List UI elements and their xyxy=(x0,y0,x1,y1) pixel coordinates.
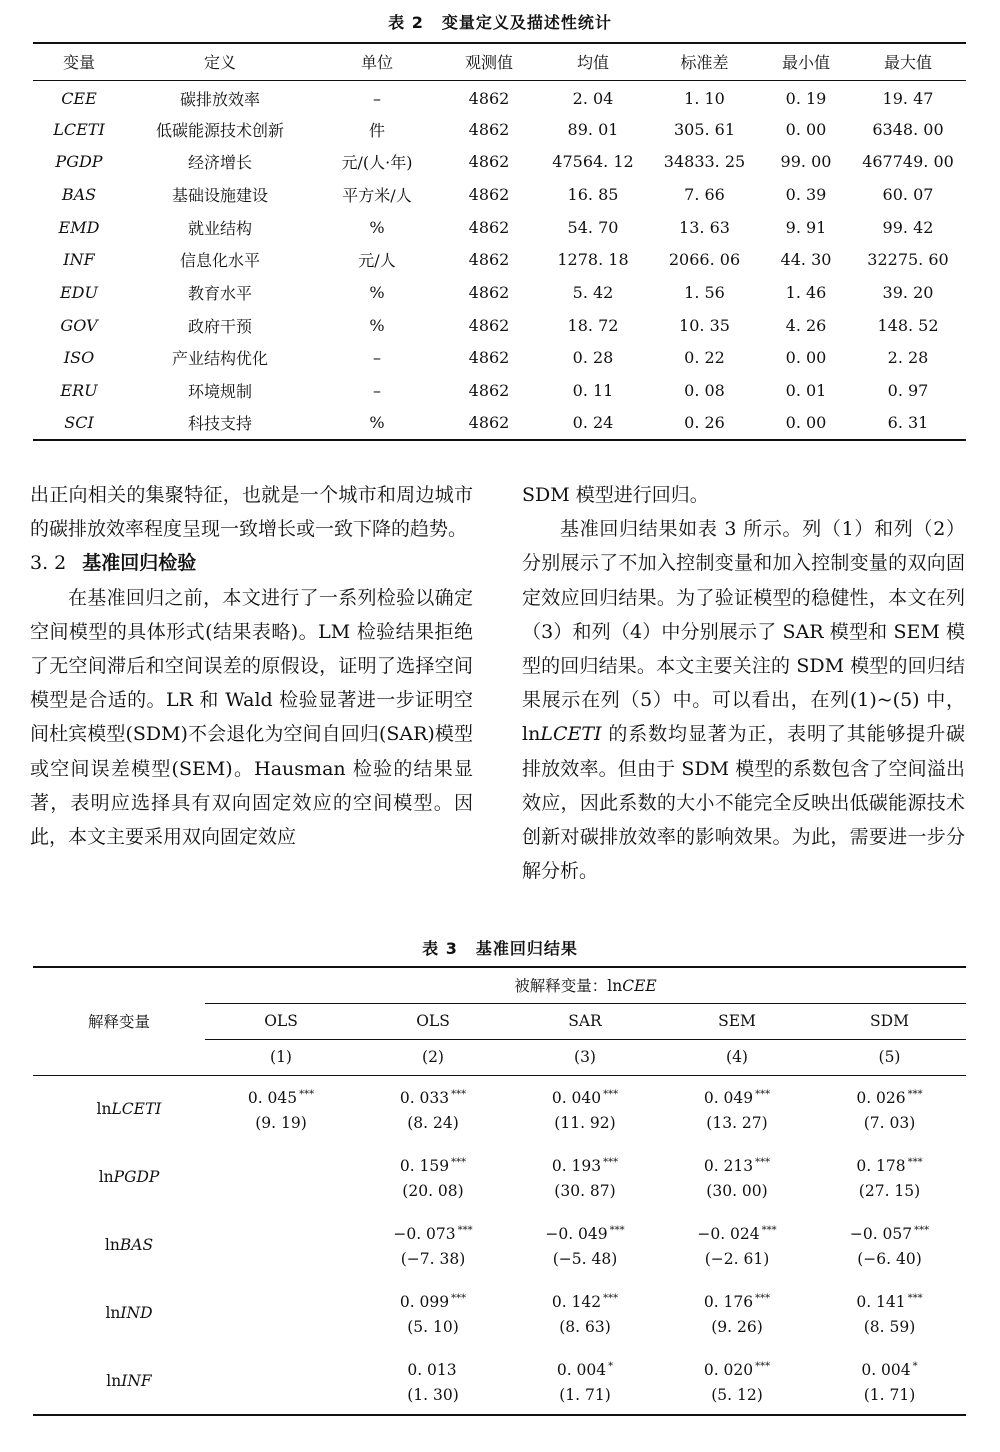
coefficient xyxy=(205,1299,357,1328)
table-cell: – xyxy=(373,88,381,108)
coefficient-value: 0. 004 xyxy=(556,1360,607,1379)
table-cell: 60. 07 xyxy=(882,184,934,204)
table2-label: 表 2 xyxy=(388,13,424,32)
table-cell: 148. 52 xyxy=(877,315,939,335)
coefficient-cell xyxy=(357,1347,509,1415)
significance-stars: * xyxy=(608,1360,614,1372)
log-prefix: ln xyxy=(96,1100,112,1119)
coefficient xyxy=(509,1354,661,1383)
significance-stars: * xyxy=(912,1360,918,1372)
t-statistic: (27. 15) xyxy=(858,1182,921,1200)
variable-name: BAS xyxy=(119,1236,154,1254)
coefficient-cell xyxy=(661,1279,813,1347)
coefficient-value: 0. 099 xyxy=(399,1293,450,1311)
table-row xyxy=(33,309,966,342)
table-cell: 1278. 18 xyxy=(557,250,629,270)
t-statistic: (8. 59) xyxy=(863,1318,916,1336)
table3-model-cell: SEM xyxy=(661,1003,813,1039)
variable-name: LCETI xyxy=(111,1100,162,1119)
table-row xyxy=(33,145,966,178)
coefficient-value: 0. 159 xyxy=(399,1157,450,1175)
table-cell: 5. 42 xyxy=(572,282,614,302)
coefficient-value: 0. 213 xyxy=(703,1157,754,1175)
table-row xyxy=(33,374,966,407)
table-cell: 4862 xyxy=(468,152,510,172)
variable-cell xyxy=(33,1211,205,1279)
table3-colnum-cell: (4) xyxy=(661,1039,813,1075)
variable-cell xyxy=(33,1143,205,1211)
paragraph: 在基准回归之前，本文进行了一系列检验以确定空间模型的具体形式(结果表略)。LM 检验结果拒绝了无空间滞后和空间误差的原假设，证明了选择空间模型是合适的。LR 和 Wald 检验显著进一步证明空间杜宾模型(SDM)不会退化为空间自回归(SAR)模型或空间误差模型(SEM)。Hausman 检验的结果显著，表明应选择具有双向固定效应的空间模型。因此，本文主要采用双向固定效应 xyxy=(30,586,473,849)
table-cell: 0. 11 xyxy=(572,381,614,401)
log-prefix: ln xyxy=(106,1371,122,1390)
variable-cell xyxy=(33,1347,205,1415)
table-cell: 1. 56 xyxy=(684,282,725,302)
coefficient xyxy=(205,1163,357,1192)
coefficient xyxy=(509,1150,661,1179)
coefficient-cell xyxy=(357,1143,509,1211)
table3-body xyxy=(33,1075,966,1415)
coefficient-cell xyxy=(509,1075,661,1143)
table2-header-cell: 最小值 xyxy=(762,43,850,80)
table2-header-row xyxy=(33,43,966,80)
table-row xyxy=(33,211,966,244)
table2-header-cell: 变量 xyxy=(33,43,125,80)
variable-cell: ISO xyxy=(63,348,95,368)
significance-stars: *** xyxy=(907,1157,923,1168)
table2-title: 变量定义及描述性统计 xyxy=(441,13,612,32)
coefficient-value: 0. 040 xyxy=(551,1089,602,1108)
variable-cell: EMD xyxy=(58,217,100,237)
coefficient-cell xyxy=(205,1075,357,1143)
variable-name: PGDP xyxy=(113,1168,160,1186)
table2-header-cell: 定义 xyxy=(125,43,315,80)
coefficient xyxy=(661,1082,813,1111)
coefficient xyxy=(205,1231,357,1260)
table-cell: 政府干预 xyxy=(187,316,252,336)
table2 xyxy=(33,42,966,441)
table-cell: 0. 97 xyxy=(887,381,929,401)
table-cell: 18. 72 xyxy=(567,315,619,335)
table-row xyxy=(33,1143,966,1211)
table-cell: 4862 xyxy=(468,217,510,237)
table-cell: 经济增长 xyxy=(187,153,252,173)
coefficient-cell xyxy=(357,1075,509,1143)
table-cell: 16. 85 xyxy=(567,184,619,204)
table-cell: 基础设施建设 xyxy=(171,185,268,205)
table-cell: 9. 91 xyxy=(785,217,827,237)
coefficient-cell xyxy=(661,1143,813,1211)
coefficient-value: 0. 013 xyxy=(407,1360,457,1379)
t-statistic: (1. 30) xyxy=(407,1385,459,1404)
paragraph: SDM 模型进行回归。 xyxy=(522,484,709,506)
significance-stars: *** xyxy=(907,1293,923,1304)
table2-caption xyxy=(0,10,1000,33)
table-cell: 7. 66 xyxy=(684,184,725,204)
t-statistic: (5. 12) xyxy=(711,1385,763,1404)
significance-stars: *** xyxy=(914,1225,930,1236)
table-cell: 54. 70 xyxy=(567,217,619,237)
coefficient-value: 0. 004 xyxy=(861,1360,911,1379)
table-cell: 低碳能源技术创新 xyxy=(155,120,284,140)
table3-colnum-cell: (5) xyxy=(813,1039,966,1075)
significance-stars: *** xyxy=(299,1089,315,1101)
coefficient-cell xyxy=(813,1211,966,1279)
coefficient-cell xyxy=(357,1279,509,1347)
coefficient-cell xyxy=(509,1211,661,1279)
coefficient xyxy=(357,1082,509,1111)
table-cell: 19. 47 xyxy=(882,88,934,108)
table-cell: 13. 63 xyxy=(679,217,730,237)
table-cell: 4. 26 xyxy=(785,315,827,335)
variable-cell: LCETI xyxy=(53,119,105,139)
variable-cell: GOV xyxy=(60,315,98,335)
coefficient-value: 0. 193 xyxy=(551,1157,602,1175)
table-row xyxy=(33,276,966,309)
t-statistic: (30. 00) xyxy=(706,1182,768,1200)
coefficient xyxy=(357,1354,509,1383)
table-cell: 4862 xyxy=(468,119,510,139)
table-cell: 4862 xyxy=(468,381,510,401)
table2-header-cell: 观测值 xyxy=(439,43,539,80)
table-cell: 2. 28 xyxy=(887,348,929,368)
log-prefix: ln xyxy=(98,1168,114,1186)
coefficient-cell xyxy=(661,1211,813,1279)
table-cell: 环境规制 xyxy=(187,382,252,402)
coefficient-cell xyxy=(661,1347,813,1415)
variable-name: INF xyxy=(121,1371,152,1390)
table-cell: 4862 xyxy=(468,315,510,335)
coefficient-value: −0. 073 xyxy=(393,1225,456,1243)
table-cell: 4862 xyxy=(468,88,510,108)
table2-header-cell: 均值 xyxy=(539,43,647,80)
coefficient-value: 0. 033 xyxy=(399,1089,450,1108)
coefficient xyxy=(661,1218,813,1247)
variable-cell xyxy=(33,1279,205,1347)
significance-stars: *** xyxy=(755,1293,771,1304)
table-cell: 就业结构 xyxy=(187,218,252,238)
table3 xyxy=(33,966,966,1416)
table-cell: 44. 30 xyxy=(780,250,832,270)
coefficient xyxy=(205,1366,357,1395)
t-statistic: (8. 24) xyxy=(407,1114,459,1133)
significance-stars: *** xyxy=(457,1225,473,1236)
coefficient-value: 0. 020 xyxy=(703,1360,754,1379)
table-row xyxy=(33,1211,966,1279)
text-column-right xyxy=(522,478,965,888)
table-cell: 1. 46 xyxy=(785,282,827,302)
coefficient-value: −0. 049 xyxy=(545,1225,608,1243)
table-cell: 99. 42 xyxy=(882,217,934,237)
t-statistic: (9. 19) xyxy=(255,1114,307,1133)
table3-header-row xyxy=(33,967,966,1003)
table-cell: – xyxy=(373,348,381,368)
paragraph-text: 的系数均显著为正，表明了其能够提升碳排放效率。但由于 SDM 模型的系数包含了空间溢出效应，因此系数的大小不能完全反映出低碳能源技术创新对碳排放效率的影响效果。为此，需要进一步分解分析。 xyxy=(522,723,965,883)
log-prefix: ln xyxy=(104,1236,120,1254)
table-row xyxy=(33,178,966,211)
table-cell: 4862 xyxy=(439,407,539,440)
significance-stars: *** xyxy=(755,1360,771,1372)
coefficient-cell xyxy=(357,1211,509,1279)
table2-header-cell: 最大值 xyxy=(850,43,966,80)
table-cell: 467749. 00 xyxy=(862,152,954,172)
variable-cell xyxy=(33,1075,205,1143)
table-cell: 0. 28 xyxy=(572,348,614,368)
table-cell: % xyxy=(369,282,385,302)
table-row xyxy=(33,243,966,276)
table-row xyxy=(33,113,966,146)
table-cell: 科技支持 xyxy=(125,407,315,440)
table-cell: 4862 xyxy=(468,348,510,368)
variable-name: LCETI xyxy=(540,723,602,746)
variable-cell: PGDP xyxy=(55,152,103,172)
t-statistic: (30. 87) xyxy=(554,1182,616,1200)
coefficient-cell xyxy=(813,1075,966,1143)
coefficient-cell xyxy=(205,1211,357,1279)
coefficient-cell xyxy=(509,1279,661,1347)
table-row xyxy=(33,407,966,440)
table-cell: – xyxy=(373,381,381,401)
table2-body xyxy=(33,80,966,440)
variable-cell: ERU xyxy=(60,381,98,401)
significance-stars: *** xyxy=(603,1157,619,1168)
table-cell: 6. 31 xyxy=(850,407,966,440)
significance-stars: *** xyxy=(907,1089,923,1101)
t-statistic: (1. 71) xyxy=(559,1385,611,1404)
coefficient xyxy=(813,1354,966,1383)
table-cell: 34833. 25 xyxy=(663,152,746,172)
table-cell: 0. 26 xyxy=(647,407,762,440)
coefficient-cell xyxy=(509,1143,661,1211)
dep-prefix: 被解释变量：ln xyxy=(514,977,623,996)
coefficient-value: 0. 049 xyxy=(703,1089,754,1108)
coefficient-value: −0. 024 xyxy=(697,1225,760,1243)
table-cell: 件 xyxy=(368,120,385,140)
table-cell: 0. 08 xyxy=(684,381,725,401)
section-heading xyxy=(30,546,473,580)
table-cell: 平方米/人 xyxy=(342,185,412,205)
table-cell: 信息化水平 xyxy=(179,251,260,271)
coefficient-value: 0. 178 xyxy=(856,1157,906,1175)
coefficient-cell xyxy=(813,1143,966,1211)
coefficient-cell xyxy=(205,1279,357,1347)
variable-cell: SCI xyxy=(33,407,125,440)
significance-stars: *** xyxy=(451,1157,467,1168)
coefficient-cell xyxy=(813,1347,966,1415)
t-statistic: (9. 26) xyxy=(711,1318,763,1336)
t-statistic: (8. 63) xyxy=(559,1318,611,1336)
t-statistic: (5. 10) xyxy=(407,1318,459,1336)
table-cell: 碳排放效率 xyxy=(179,89,260,109)
table3-dependent-variable xyxy=(205,967,966,1003)
table-cell: 10. 35 xyxy=(679,315,730,335)
table-cell: 4862 xyxy=(468,250,510,270)
coefficient-value: 0. 026 xyxy=(856,1089,906,1108)
table-cell: 32275. 60 xyxy=(867,250,949,270)
table-cell: 产业结构优化 xyxy=(171,349,268,369)
t-statistic: (−6. 40) xyxy=(857,1250,922,1268)
coefficient xyxy=(509,1218,661,1247)
variable-cell: CEE xyxy=(61,88,97,108)
t-statistic: (1. 71) xyxy=(863,1385,916,1404)
significance-stars: *** xyxy=(603,1089,619,1101)
table3-colnum-cell: (2) xyxy=(357,1039,509,1075)
significance-stars: *** xyxy=(755,1157,771,1168)
coefficient xyxy=(205,1082,357,1111)
table-cell: 6348. 00 xyxy=(872,119,944,139)
text-column-left xyxy=(30,478,473,854)
table-cell: 元/(人·年) xyxy=(341,153,413,173)
table-cell: 0. 01 xyxy=(785,381,827,401)
t-statistic: (11. 92) xyxy=(554,1114,616,1133)
table-cell: 0. 19 xyxy=(785,88,827,108)
coefficient xyxy=(357,1286,509,1315)
table-cell: % xyxy=(369,315,385,335)
t-statistic: (−5. 48) xyxy=(552,1250,618,1268)
coefficient xyxy=(661,1354,813,1383)
table3-model-cell: OLS xyxy=(357,1003,509,1039)
table-row xyxy=(33,1279,966,1347)
coefficient xyxy=(813,1150,966,1179)
variable-cell: EDU xyxy=(60,282,98,302)
table3-model-cell: SAR xyxy=(509,1003,661,1039)
table2-header-cell: 单位 xyxy=(315,43,439,80)
coefficient xyxy=(813,1286,966,1315)
table-cell: 2066. 06 xyxy=(668,250,741,270)
table-cell: 0. 22 xyxy=(684,348,725,368)
table3-caption xyxy=(0,936,1000,959)
table-cell: 0. 39 xyxy=(785,184,827,204)
significance-stars: *** xyxy=(603,1293,619,1304)
significance-stars: *** xyxy=(609,1225,625,1236)
table3-colnum-cell: (1) xyxy=(205,1039,357,1075)
t-statistic: (−7. 38) xyxy=(400,1250,466,1268)
log-prefix: ln xyxy=(105,1304,121,1322)
paragraph xyxy=(522,512,965,888)
t-statistic: (−2. 61) xyxy=(704,1250,770,1268)
coefficient xyxy=(661,1150,813,1179)
variable-name: IND xyxy=(120,1304,153,1322)
table-cell: 305. 61 xyxy=(673,119,736,139)
table3-title: 基准回归结果 xyxy=(475,939,578,958)
significance-stars: *** xyxy=(755,1089,771,1101)
table-cell: 0. 00 xyxy=(762,407,850,440)
coefficient-value: 0. 045 xyxy=(247,1089,298,1108)
significance-stars: *** xyxy=(451,1089,467,1101)
table-cell: 47564. 12 xyxy=(552,152,634,172)
table-cell: 元/人 xyxy=(358,251,396,271)
dep-var: CEE xyxy=(622,977,657,996)
table-cell: 4862 xyxy=(468,282,510,302)
t-statistic: (7. 03) xyxy=(863,1114,916,1133)
table2-header-cell: 标准差 xyxy=(647,43,762,80)
variable-cell: INF xyxy=(63,250,95,270)
paragraph-text: 基准回归结果如表 3 所示。列（1）和列（2）分别展示了不加入控制变量和加入控制变量的双向固定效应回归结果。为了验证模型的稳健性，本文在列（3）和列（4）中分别展示了 SAR 模型和 SEM 模型的回归结果。本文主要关注的 SDM 模型的回归结果展示在列（5）中。可以看出，在列(1)~(5) 中，ln xyxy=(522,518,965,746)
coefficient-value: 0. 141 xyxy=(856,1293,906,1311)
table3-row-header: 解释变量 xyxy=(33,967,205,1075)
t-statistic: (20. 08) xyxy=(402,1182,464,1200)
table3-colnum-cell: (3) xyxy=(509,1039,661,1075)
coefficient-cell xyxy=(813,1279,966,1347)
coefficient-value: 0. 176 xyxy=(703,1293,754,1311)
table-cell: 99. 00 xyxy=(780,152,832,172)
table-row xyxy=(33,342,966,375)
table-cell: 39. 20 xyxy=(882,282,934,302)
coefficient-cell xyxy=(205,1347,357,1415)
significance-stars: *** xyxy=(451,1293,467,1304)
coefficient xyxy=(813,1082,966,1111)
variable-cell: BAS xyxy=(61,184,97,204)
coefficient xyxy=(357,1150,509,1179)
table3-model-cell: OLS xyxy=(205,1003,357,1039)
coefficient xyxy=(357,1218,509,1247)
coefficient-value: 0. 142 xyxy=(551,1293,602,1311)
coefficient xyxy=(661,1286,813,1315)
t-statistic: (13. 27) xyxy=(706,1114,768,1133)
table-cell: 0. 00 xyxy=(785,348,827,368)
coefficient-cell xyxy=(661,1075,813,1143)
table-cell: 2. 04 xyxy=(572,88,614,108)
coefficient-cell xyxy=(509,1347,661,1415)
coefficient xyxy=(813,1218,966,1247)
table-cell: 1. 10 xyxy=(684,88,725,108)
paragraph: 出正向相关的集聚特征，也就是一个城市和周边城市的碳排放效率程度呈现一致增长或一致下降的趋势。 xyxy=(30,484,473,541)
table3-model-cell: SDM xyxy=(813,1003,966,1039)
table-cell: 89. 01 xyxy=(567,119,619,139)
significance-stars: *** xyxy=(761,1225,777,1236)
table-cell: % xyxy=(315,407,439,440)
table-row xyxy=(33,1347,966,1415)
table-cell: 教育水平 xyxy=(187,283,252,303)
coefficient xyxy=(509,1286,661,1315)
coefficient-cell xyxy=(205,1143,357,1211)
coefficient xyxy=(509,1082,661,1111)
table-cell: 0. 24 xyxy=(539,407,647,440)
table-cell: 4862 xyxy=(468,184,510,204)
table3-label: 表 3 xyxy=(422,939,458,958)
table-row xyxy=(33,80,966,113)
table-cell: 0. 00 xyxy=(785,119,827,139)
section-number: 3. 2 xyxy=(30,552,67,575)
coefficient-value: −0. 057 xyxy=(849,1225,913,1243)
table-cell: % xyxy=(369,217,385,237)
section-title: 基准回归检验 xyxy=(82,552,197,575)
table-row xyxy=(33,1075,966,1143)
